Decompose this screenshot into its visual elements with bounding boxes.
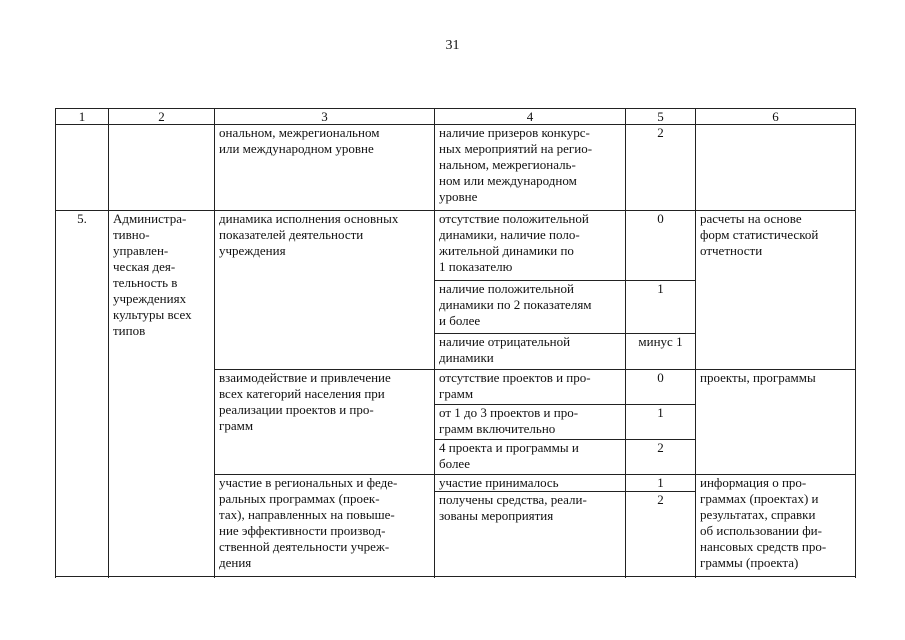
header-cell: 6 <box>696 109 856 125</box>
criterion-cell: отсутствие положительной динамики, наличие поло- жительной динамики по 1 показателю <box>435 211 626 281</box>
score-cell: 0 <box>626 211 696 281</box>
criterion-cell: 4 проекта и программы и более <box>435 440 626 475</box>
table-row <box>56 125 856 211</box>
score-cell: 1 <box>626 281 696 334</box>
area-cell <box>109 125 215 211</box>
source-cell <box>696 125 856 211</box>
indicator-cell: ональном, межрегиональном или международном уровне <box>215 125 435 211</box>
header-row <box>56 109 856 125</box>
number-cell <box>56 125 109 211</box>
source-cell: расчеты на основе форм статистической отчетности <box>696 211 856 370</box>
criterion-cell: отсутствие проектов и про- грамм <box>435 370 626 405</box>
header-cell: 4 <box>435 109 626 125</box>
header-cell: 1 <box>56 109 109 125</box>
criteria-table <box>55 108 856 577</box>
score-cell: 2 <box>626 492 696 577</box>
table-row <box>56 211 856 281</box>
criterion-cell: участие принималось <box>435 475 626 492</box>
criterion-cell: от 1 до 3 проектов и про- грамм включительно <box>435 405 626 440</box>
score-cell: 2 <box>626 125 696 211</box>
score-cell: 1 <box>626 405 696 440</box>
indicator-cell: участие в региональных и феде- ральных программах (проек- тах), направленных на повыше- ние эффективности производ- ственной деятельности учреж- дения <box>215 475 435 577</box>
header-cell: 3 <box>215 109 435 125</box>
section-area: Администра- тивно- управлен- ческая дея- тельность в учреждениях культуры всех типов <box>109 211 215 577</box>
score-cell: минус 1 <box>626 334 696 370</box>
indicator-cell: динамика исполнения основных показателей деятельности учреждения <box>215 211 435 370</box>
criterion-cell: наличие призеров конкурс- ных мероприятий на регио- нальном, межрегиональ- ном или международном уровне <box>435 125 626 211</box>
header-cell: 2 <box>109 109 215 125</box>
score-cell: 2 <box>626 440 696 475</box>
score-cell: 0 <box>626 370 696 405</box>
source-cell: проекты, программы <box>696 370 856 475</box>
page-number: 31 <box>445 38 460 53</box>
indicator-cell: взаимодействие и привлечение всех категорий населения при реализации проектов и про- грамм <box>215 370 435 475</box>
criterion-cell: получены средства, реали- зованы мероприятия <box>435 492 626 577</box>
score-cell: 1 <box>626 475 696 492</box>
source-cell: информация о про- граммах (проектах) и результатах, справки об использовании фи- нансовых средств про- граммы (проекта) <box>696 475 856 577</box>
header-cell: 5 <box>626 109 696 125</box>
section-number: 5. <box>56 211 109 577</box>
criterion-cell: наличие отрицательной динамики <box>435 334 626 370</box>
criterion-cell: наличие положительной динамики по 2 показателям и более <box>435 281 626 334</box>
